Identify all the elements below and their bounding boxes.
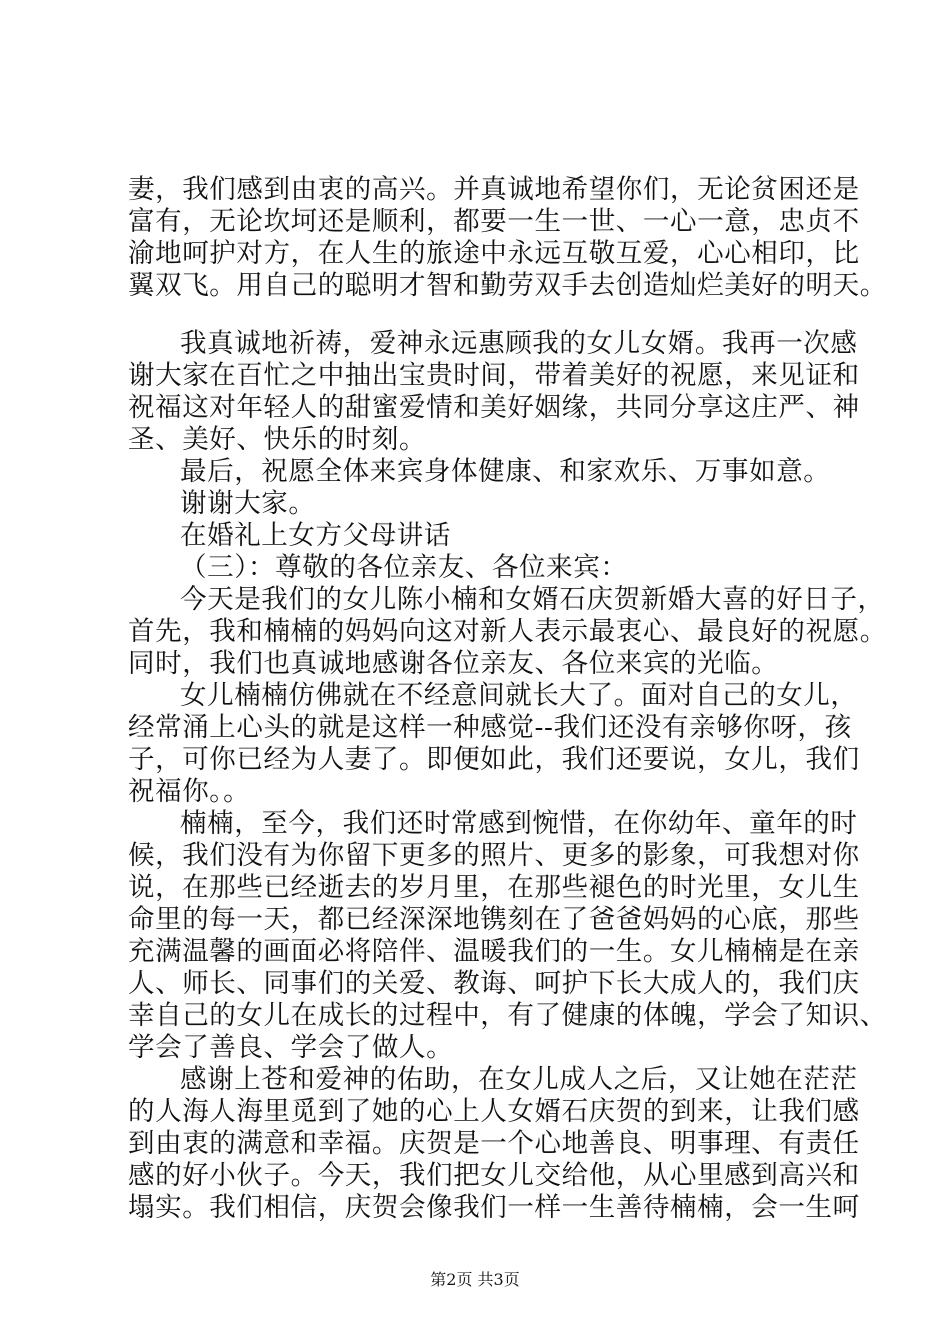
section-title: 在婚礼上女方父母讲话 — [180, 520, 451, 551]
text-line: 谢谢大家。 — [180, 488, 316, 519]
text-line: 祝福你。。 — [128, 776, 251, 807]
text-line: 人、师长、同事们的关爱、教诲、呵护下长大成人的，我们庆 — [128, 968, 860, 999]
text-line: 女儿楠楠仿佛就在不经意间就长大了。面对自己的女儿， — [180, 680, 858, 711]
text-line: 学会了善良、学会了做人。 — [128, 1032, 454, 1063]
salutation: （三）：尊敬的各位亲友、各位来宾： — [180, 552, 628, 583]
text-line: 今天是我们的女儿陈小楠和女婿石庆贺新婚大喜的好日子， — [180, 584, 885, 615]
text-line: 祝福这对年轻人的甜蜜爱情和美好姻缘，共同分享这庄严、神 — [128, 392, 860, 423]
text-line: 富有，无论坎坷还是顺利，都要一生一世、一心一意，忠贞不 — [128, 206, 860, 237]
text-line: 候，我们没有为你留下更多的照片、更多的影象，可我想对你 — [128, 840, 860, 871]
text-line: 首先，我和楠楠的妈妈向这对新人表示最衷心、最良好的祝愿。 — [128, 616, 887, 647]
text-line: 楠楠，至今，我们还时常感到惋惜，在你幼年、童年的时 — [180, 808, 858, 839]
text-line: 我真诚地祈祷，爱神永远惠顾我的女儿女婿。我再一次感 — [180, 328, 858, 359]
text-line: 渝地呵护对方，在人生的旅途中永远互敬互爱，心心相印，比 — [128, 238, 860, 269]
text-line: 谢大家在百忙之中抽出宝贵时间，带着美好的祝愿，来见证和 — [128, 360, 860, 391]
text-line: 经常涌上心头的就是这样一种感觉--我们还没有亲够你呀，孩 — [128, 712, 852, 743]
text-line: 子，可你已经为人妻了。即便如此，我们还要说，女儿，我们 — [128, 744, 860, 775]
text-line: 最后，祝愿全体来宾身体健康、和家欢乐、万事如意。 — [180, 456, 831, 487]
text-line: 塌实。我们相信，庆贺会像我们一样一生善待楠楠，会一生呵 — [128, 1192, 860, 1223]
page-footer: 第2页 共3页 — [430, 1270, 520, 1289]
text-line: 充满温馨的画面必将陪伴、温暖我们的一生。女儿楠楠是在亲 — [128, 936, 860, 967]
text-line: 感的好小伙子。今天，我们把女儿交给他，从心里感到高兴和 — [128, 1160, 860, 1191]
text-line: 同时，我们也真诚地感谢各位亲友、各位来宾的光临。 — [128, 648, 779, 679]
text-line: 的人海人海里觅到了她的心上人女婿石庆贺的到来，让我们感 — [128, 1096, 860, 1127]
text-line: 感谢上苍和爱神的佑助，在女儿成人之后，又让她在茫茫 — [180, 1064, 858, 1095]
text-line: 圣、美好、快乐的时刻。 — [128, 424, 427, 455]
text-line: 幸自己的女儿在成长的过程中，有了健康的体魄，学会了知识、 — [128, 1000, 887, 1031]
text-line: 说，在那些已经逝去的岁月里，在那些褪色的时光里，女儿生 — [128, 872, 860, 903]
text-line: 翼双飞。用自己的聪明才智和勤劳双手去创造灿烂美好的明天。 — [128, 270, 887, 301]
text-line: 到由衷的满意和幸福。庆贺是一个心地善良、明事理、有责任 — [128, 1128, 860, 1159]
text-line: 妻，我们感到由衷的高兴。并真诚地希望你们，无论贫困还是 — [128, 174, 860, 205]
text-line: 命里的每一天，都已经深深地镌刻在了爸爸妈妈的心底，那些 — [128, 904, 860, 935]
